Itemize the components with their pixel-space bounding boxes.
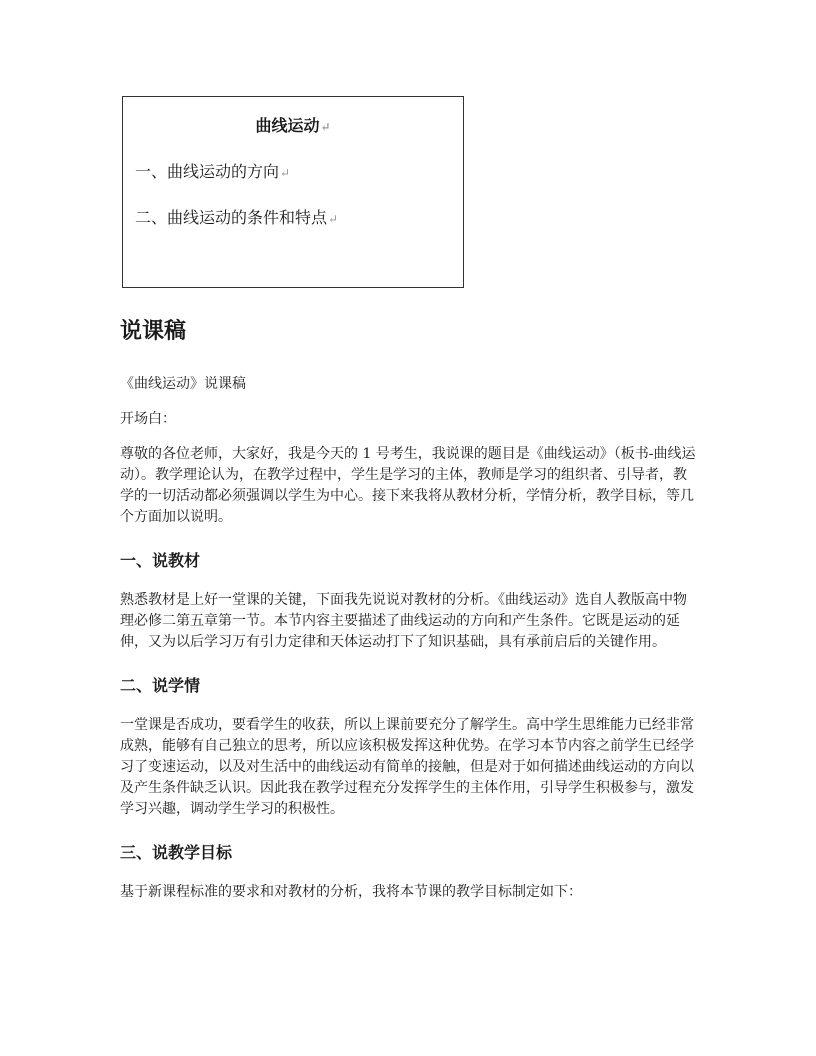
section-paragraph-textbook: 熟悉教材是上好一堂课的关键，下面我先说说对教材的分析。《曲线运动》选自人教版高中物理必修二第五章第一节。本节内容主要描述了曲线运动的方向和产生条件。它既是运动的延伸，又为以后学习万有引力定律和天体运动打下了知识基础，具有承前启后的关键作用。 <box>120 592 687 650</box>
section-paragraph-students: 一堂课是否成功，要看学生的收获，所以上课前要充分了解学生。高中学生思维能力已经非常成熟，能够有自己独立的思考，所以应该积极发挥这种优势。在学习本节内容之前学生已经学习了变速运动，以及对生活中的曲线运动有简单的接触，但是对于如何描述曲线运动的方向以及产生条件缺乏认识。因此我在教学过程充分发挥学生的主体作用，引导学生积极参与，激发学习兴趣，调动学生学习的积极性。 <box>120 717 694 817</box>
section-heading-textbook: 一、说教材 <box>120 551 201 570</box>
paragraph-mark-icon: ↵ <box>320 120 331 134</box>
board-item-text: 二、曲线运动的条件和特点 <box>135 208 328 227</box>
board-item-text: 一、曲线运动的方向 <box>135 162 280 181</box>
section-heading-students: 二、说学情 <box>120 676 201 695</box>
document-title: 说课稿 <box>120 318 187 344</box>
board-item-conditions <box>135 205 338 228</box>
paragraph-mark-icon: ↵ <box>328 212 339 226</box>
section-paragraph-objectives: 基于新课程标准的要求和对教材的分析，我将本节课的教学目标制定如下： <box>120 884 582 900</box>
board-item-direction <box>135 159 290 182</box>
document-subtitle: 《曲线运动》说课稿 <box>120 376 246 392</box>
board-title-text: 曲线运动 <box>255 116 320 135</box>
blackboard-outline-box <box>122 96 464 288</box>
board-title <box>123 113 463 136</box>
document-body <box>120 316 700 917</box>
opening-label: 开场白： <box>120 411 176 427</box>
section-heading-objectives: 三、说教学目标 <box>120 843 233 862</box>
paragraph-mark-icon: ↵ <box>280 166 291 180</box>
opening-paragraph: 尊敬的各位老师，大家好，我是今天的 1 号考生，我说课的题目是《曲线运动》（板书-曲线运动）。教学理论认为，在教学过程中，学生是学习的主体，教师是学习的组织者、引导者，教学的一切活动都必须强调以学生为中心。接下来我将从教材分析，学情分析，教学目标，等几个方面加以说明。 <box>120 446 696 525</box>
